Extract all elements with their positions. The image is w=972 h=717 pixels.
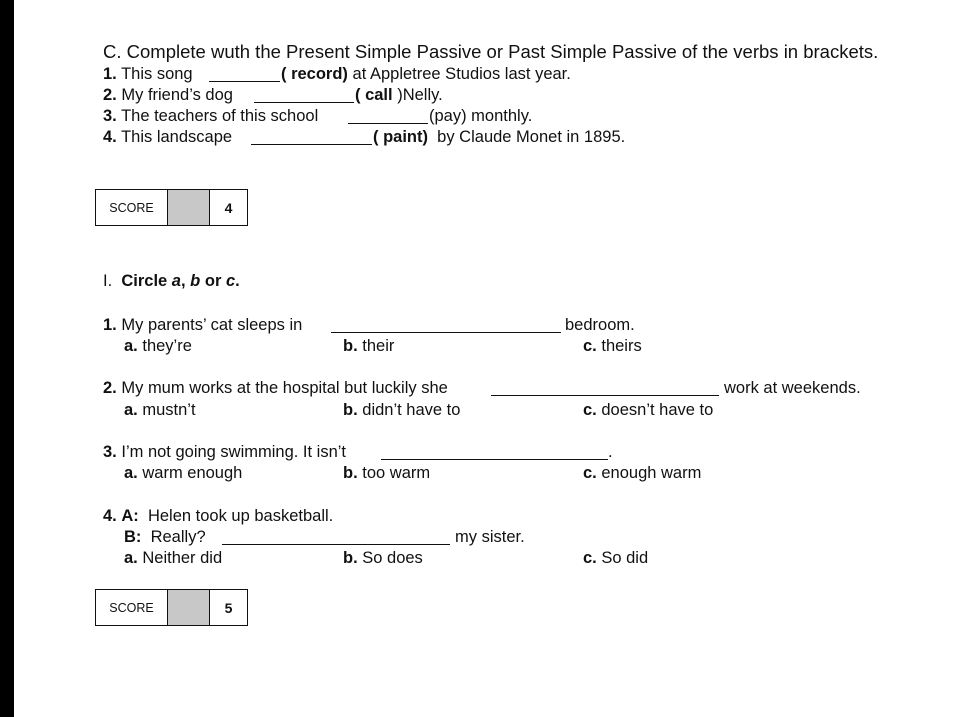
question-4-line-a: 4. A: Helen took up basketball. [103,507,334,525]
q4-option-a[interactable]: a. Neither did [124,549,223,567]
q1-option-a[interactable]: a. they’re [124,337,192,355]
c-item-2-end: ( call )Nelly. [355,86,443,104]
q1-option-b[interactable]: b. their [343,337,395,355]
question-2-blank[interactable] [491,395,719,396]
c-item-1-start: 1. This song [103,65,193,83]
section-c-heading: C. Complete wuth the Present Simple Passive or Past Simple Passive of the verbs in brackets. [103,41,879,62]
score-input-cell[interactable] [168,190,210,225]
question-4-blank[interactable] [222,544,450,545]
score-max-value: 5 [224,599,233,616]
c-item-1-blank[interactable] [209,81,280,82]
question-3-blank[interactable] [381,459,608,460]
c-item-3-blank[interactable] [348,123,428,124]
score-label: SCORE [96,190,168,225]
q2-option-c[interactable]: c. doesn’t have to [583,401,714,419]
c-item-2-start: 2. My friend’s dog [103,86,233,104]
question-3-text: 3. I’m not going swimming. It isn’t [103,443,347,461]
q1-option-c[interactable]: c. theirs [583,337,642,355]
question-2-text: 2. My mum works at the hospital but luckily she [103,379,448,397]
question-1-blank[interactable] [331,332,561,333]
c-item-4-blank[interactable] [251,144,372,145]
left-border-bar [0,0,14,717]
q4-option-b[interactable]: b. So does [343,549,423,567]
q2-option-a[interactable]: a. mustn’t [124,401,196,419]
score-box-2 [95,589,248,626]
section-i-heading: I. Circle a, b or c. [103,272,240,290]
q3-option-b[interactable]: b. too warm [343,464,431,482]
score-input-cell[interactable] [168,590,210,625]
c-item-2-blank[interactable] [254,102,354,103]
question-4-after: my sister. [455,528,525,546]
score-box-1 [95,189,248,226]
c-item-3-start: 3. The teachers of this school [103,107,319,125]
question-2-after: work at weekends. [724,379,861,397]
c-item-3-end: (pay) monthly. [429,107,533,125]
c-item-4-start: 4. This landscape [103,128,233,146]
c-item-4-end: ( paint) by Claude Monet in 1895. [373,128,626,146]
q3-option-c[interactable]: c. enough warm [583,464,702,482]
question-1-text: 1. My parents’ cat sleeps in [103,316,303,334]
q4-option-c[interactable]: c. So did [583,549,649,567]
question-3-after: . [608,443,613,461]
score-label: SCORE [96,590,168,625]
q3-option-a[interactable]: a. warm enough [124,464,243,482]
q2-option-b[interactable]: b. didn’t have to [343,401,461,419]
c-item-1-end: ( record) at Appletree Studios last year. [281,65,571,83]
question-4-line-b: B: Really? [124,528,206,546]
score-max-value: 4 [224,199,233,216]
question-1-after: bedroom. [565,316,635,334]
